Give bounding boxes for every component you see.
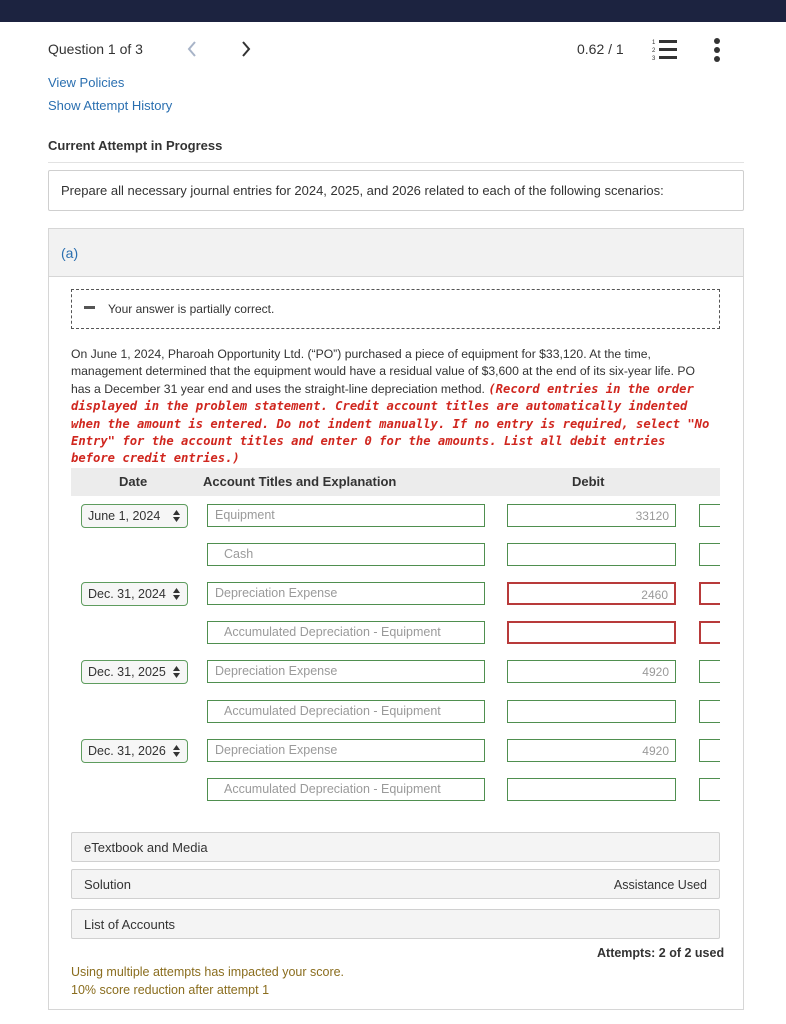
- solution-label: Solution: [84, 877, 131, 892]
- debit-amount-input[interactable]: [507, 543, 676, 566]
- select-arrows-icon: [173, 666, 180, 678]
- previous-question-button[interactable]: [179, 34, 205, 64]
- view-policies-link[interactable]: View Policies: [48, 75, 125, 90]
- date-value: June 1, 2024: [88, 509, 161, 523]
- etextbook-button[interactable]: [71, 832, 720, 862]
- show-attempt-history-link[interactable]: Show Attempt History: [48, 98, 173, 113]
- attempt-penalty-notice: [71, 963, 344, 999]
- numbered-list-icon: [650, 36, 680, 62]
- chevron-left-icon: [187, 41, 197, 57]
- date-select[interactable]: [81, 739, 188, 763]
- debit-account-input[interactable]: Depreciation Expense: [207, 739, 485, 762]
- credit-amount-input[interactable]: [699, 778, 720, 801]
- debit-amount-input[interactable]: 33120: [507, 504, 676, 527]
- question-prompt: Prepare all necessary journal entries for 2024, 2025, and 2026 related to each of the following scenarios:: [48, 170, 744, 211]
- credit-account-input[interactable]: Accumulated Depreciation - Equipment: [207, 621, 485, 644]
- credit-amount-input[interactable]: [699, 504, 720, 527]
- debit-account-input[interactable]: Depreciation Expense: [207, 582, 485, 605]
- more-options-button[interactable]: [708, 36, 726, 66]
- debit-account-input[interactable]: Equipment: [207, 504, 485, 527]
- problem-statement: [71, 346, 716, 468]
- date-select[interactable]: [81, 660, 188, 684]
- select-arrows-icon: [173, 510, 180, 522]
- question-label: Question 1 of 3: [48, 41, 143, 57]
- select-arrows-icon: [173, 588, 180, 600]
- penalty-line: Using multiple attempts has impacted your score.: [71, 965, 345, 979]
- list-of-accounts-button[interactable]: [71, 909, 720, 939]
- debit-amount-input[interactable]: [507, 778, 676, 801]
- feedback-banner: [71, 289, 720, 329]
- top-bar: [0, 0, 786, 22]
- debit-amount-input[interactable]: [507, 621, 676, 644]
- credit-amount-input[interactable]: [699, 739, 720, 762]
- credit-amount-input[interactable]: [699, 700, 720, 723]
- partial-correct-icon: [84, 306, 95, 309]
- problem-text: On June 1, 2024, Pharoah Opportunity Ltd. (“PO”) purchased a piece of equipment for $33,120. At the time, management determined that the equipment would have a residual value of $3,600 at the end of its six-year life. PO has a December 31 year end and uses the straight-line depreciation method.: [71, 347, 695, 396]
- attempts-count: Attempts: 2 of 2 used: [597, 946, 725, 960]
- credit-amount-input[interactable]: [699, 660, 720, 683]
- debit-amount-input[interactable]: [507, 700, 676, 723]
- etextbook-label: eTextbook and Media: [84, 840, 208, 855]
- score-display: 0.62 / 1: [577, 41, 624, 57]
- debit-amount-input[interactable]: 4920: [507, 660, 676, 683]
- debit-amount-input[interactable]: 2460: [507, 582, 676, 605]
- question-list-button[interactable]: [650, 36, 680, 62]
- part-header: [49, 229, 743, 277]
- credit-account-input[interactable]: Cash: [207, 543, 485, 566]
- svg-text:1: 1: [652, 40, 656, 46]
- next-question-button[interactable]: [233, 34, 259, 64]
- vertical-dots-icon: [708, 36, 726, 66]
- feedback-text: Your answer is partially correct.: [108, 302, 275, 316]
- debit-account-input[interactable]: Depreciation Expense: [207, 660, 485, 683]
- svg-text:2: 2: [652, 48, 656, 54]
- part-label: (a): [61, 245, 79, 261]
- credit-account-input[interactable]: Accumulated Depreciation - Equipment: [207, 700, 485, 723]
- date-column-header: Date: [119, 474, 148, 489]
- svg-text:3: 3: [652, 56, 656, 62]
- date-value: Dec. 31, 2026: [88, 744, 166, 758]
- table-header: [71, 468, 720, 496]
- debit-column-header: Debit: [572, 474, 605, 489]
- select-arrows-icon: [173, 745, 180, 757]
- divider: [48, 162, 744, 163]
- chevron-right-icon: [241, 41, 251, 57]
- credit-amount-input[interactable]: [699, 543, 720, 566]
- date-value: Dec. 31, 2025: [88, 665, 166, 679]
- list-of-accounts-label: List of Accounts: [84, 917, 176, 932]
- debit-amount-input[interactable]: 4920: [507, 739, 676, 762]
- attempt-title: Current Attempt in Progress: [48, 138, 223, 153]
- assistance-used-label: Assistance Used: [613, 878, 707, 892]
- credit-amount-input[interactable]: [699, 621, 720, 644]
- solution-button[interactable]: [71, 869, 720, 899]
- penalty-line: 10% score reduction after attempt 1: [71, 983, 270, 997]
- problem-instructions: (Record entries in the order displayed in the problem statement. Credit account titles are automatically indented when the amount is entered. Do not indent manually. If no entry is required, select "No Entry" for the account titles and enter 0 for the amounts. List all debit entries before credit entries.): [71, 381, 710, 466]
- date-value: Dec. 31, 2024: [88, 587, 166, 601]
- question-nav: [0, 22, 786, 74]
- credit-account-input[interactable]: Accumulated Depreciation - Equipment: [207, 778, 485, 801]
- date-select[interactable]: [81, 582, 188, 606]
- account-column-header: Account Titles and Explanation: [203, 474, 397, 489]
- date-select[interactable]: [81, 504, 188, 528]
- credit-amount-input[interactable]: [699, 582, 720, 605]
